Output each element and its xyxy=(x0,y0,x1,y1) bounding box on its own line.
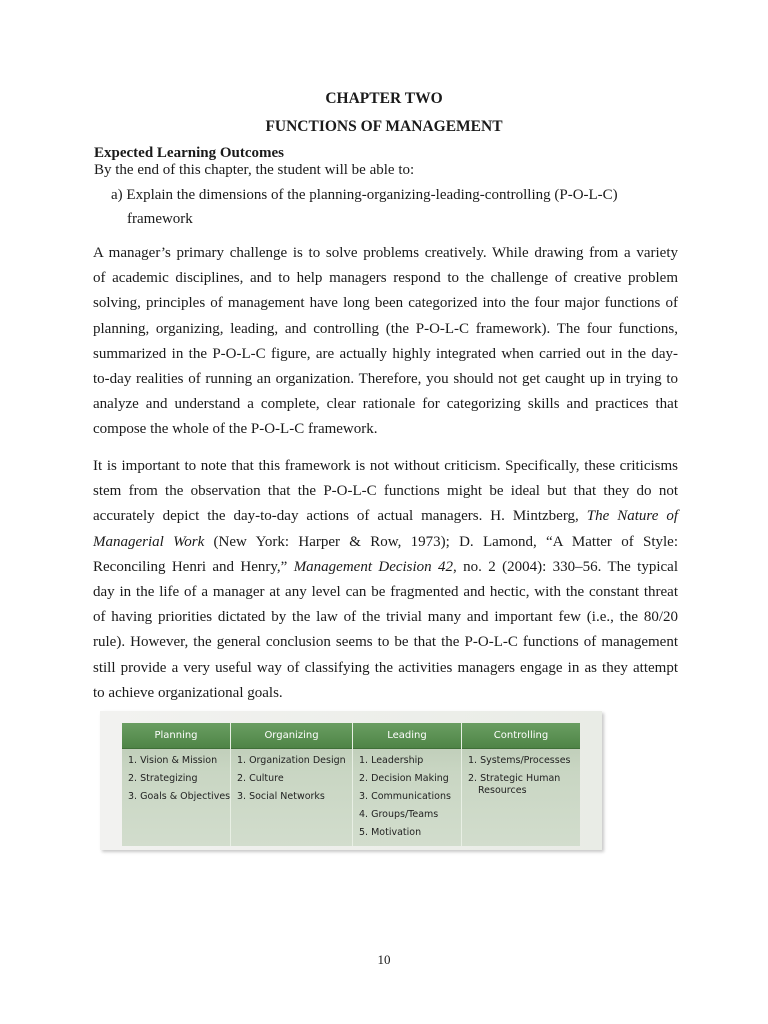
chapter-number: CHAPTER TWO xyxy=(325,90,443,107)
text-line: analyze and understand a complete, clear rationale for categorizing skills and practices that xyxy=(93,396,678,413)
text-line: summarized in the P-O-L-C figure, are actually highly integrated when carried out in the day- xyxy=(93,345,678,362)
text-line: stem from the observation that the P-O-L-C functions might be ideal but that they do not xyxy=(93,483,678,500)
list-item: 3. Communications xyxy=(359,791,451,802)
text-line: solving, principles of management have long been categorized into the four major functions of xyxy=(93,295,678,312)
polc-column-leading xyxy=(353,723,462,846)
polc-column-controlling xyxy=(462,723,580,846)
list-item: 2. Decision Making xyxy=(359,773,449,784)
polc-column-organizing xyxy=(231,723,353,846)
list-item: 2. Culture xyxy=(237,773,284,784)
list-item: Resources xyxy=(478,785,527,796)
list-item: 3. Goals & Objectives xyxy=(128,791,231,802)
text-line: planning, organizing, leading, and controlling (the P-O-L-C framework). The four functions, xyxy=(93,320,678,337)
text-line: of academic disciplines, and to help managers respond to the challenge of creative problem xyxy=(93,270,678,287)
list-item: 5. Motivation xyxy=(359,827,422,838)
paragraph-criticism xyxy=(93,454,678,706)
list-item: 1. Systems/Processes xyxy=(468,755,571,766)
book-title: Managerial Work xyxy=(93,533,205,550)
column-header: Controlling xyxy=(462,723,580,749)
text-line xyxy=(93,530,678,555)
text-line xyxy=(93,504,678,529)
outcomes-intro: By the end of this chapter, the student will be able to: xyxy=(94,162,415,178)
outcomes-heading: Expected Learning Outcomes xyxy=(94,145,284,161)
outcome-item-a-continued: framework xyxy=(127,211,193,227)
text-line: still provide a very useful way of classifying the activities managers engage in as they attempt xyxy=(93,659,678,676)
journal-title: Management Decision 42 xyxy=(293,558,454,575)
column-header: Organizing xyxy=(231,723,352,749)
list-item: 1. Leadership xyxy=(359,755,424,766)
text-segment: , no. 2 (2004): 330–56. The typical xyxy=(453,558,679,575)
polc-table xyxy=(122,723,580,846)
text-line: compose the whole of the P-O-L-C framework. xyxy=(93,421,378,438)
column-header: Leading xyxy=(353,723,461,749)
text-line: rule). However, the general conclusion seems to be that the P-O-L-C functions of management xyxy=(93,634,678,651)
list-item: 2. Strategic Human xyxy=(468,773,561,784)
paragraph-polc-intro xyxy=(93,241,678,443)
text-line: It is important to note that this framework is not without criticism. Specifically, these criticisms xyxy=(93,458,678,474)
outcome-item-a: a) Explain the dimensions of the planning-organizing-leading-controlling (P-O-L-C) xyxy=(111,187,618,203)
text-segment: accurately depict the day-to-day actions of actual managers. H. Mintzberg, xyxy=(93,508,579,525)
text-line: A manager’s primary challenge is to solve problems creatively. While drawing from a variety xyxy=(93,245,678,261)
book-title: The Nature of xyxy=(586,508,678,525)
text-line: to achieve organizational goals. xyxy=(93,684,283,701)
chapter-title: FUNCTIONS OF MANAGEMENT xyxy=(265,118,503,135)
list-item: 3. Social Networks xyxy=(237,791,325,802)
page-number: 10 xyxy=(377,952,391,967)
polc-column-planning xyxy=(122,723,231,846)
list-item: 4. Groups/Teams xyxy=(359,809,439,820)
text-line: of having priorities dictated by the law of the trivial many and important few (i.e., the 80/20 xyxy=(93,609,678,626)
list-item: 2. Strategizing xyxy=(128,773,198,784)
text-line: day in the life of a manager at any level can be fragmented and hectic, with the constant threat xyxy=(93,583,678,600)
column-header: Planning xyxy=(122,723,230,749)
text-line: to-day realities of running an organization. Therefore, you should not get caught up in trying to xyxy=(93,370,678,387)
text-line xyxy=(93,555,678,580)
text-segment: Reconciling Henri and Henry,” xyxy=(93,558,288,575)
text-segment: (New York: Harper & Row, 1973); D. Lamond, “A Matter of Style: xyxy=(213,533,678,550)
polc-figure xyxy=(100,711,602,850)
list-item: 1. Vision & Mission xyxy=(128,755,218,766)
list-item: 1. Organization Design xyxy=(237,755,346,766)
